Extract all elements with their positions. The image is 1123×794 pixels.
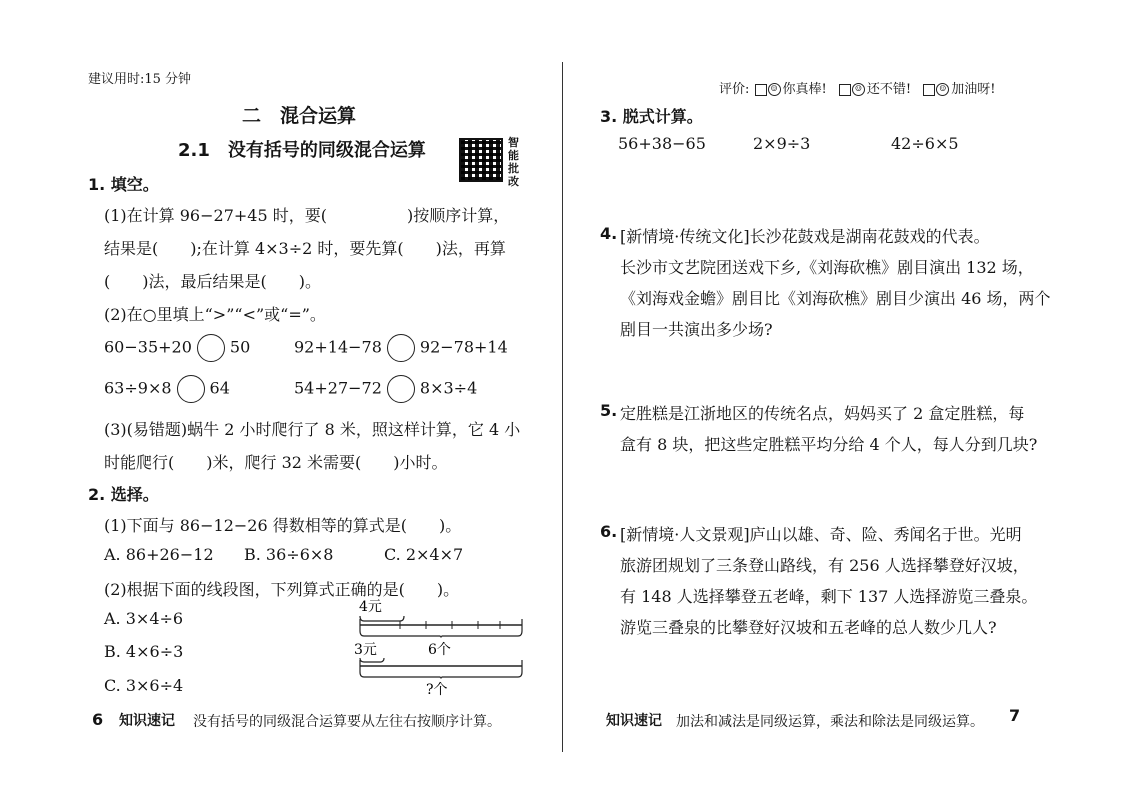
checkbox-icon[interactable]: [839, 84, 851, 96]
qr-code-icon[interactable]: [459, 138, 503, 182]
compare-item-4: [294, 375, 477, 403]
smiley-icon: ☺: [936, 83, 949, 96]
q1-part1-line1: (1)在计算 96−27+45 时，要( )按顺序计算，: [104, 206, 510, 225]
q4-number: 4.: [600, 224, 618, 243]
right-footer-tag: 知识速记: [606, 713, 662, 729]
right-page: [563, 0, 1123, 794]
q4-line-1: [新情境·传统文化]长沙花鼓戏是湖南花鼓戏的代表。: [620, 227, 990, 246]
checkbox-icon[interactable]: [755, 84, 767, 96]
compare-right: 92−78+14: [419, 337, 508, 357]
compare-left: 63÷9×8: [104, 378, 172, 398]
q2-option-b[interactable]: B. 36÷6×8: [244, 545, 334, 564]
q4-line-2: 长沙市文艺院团送戏下乡,《刘海砍樵》剧目演出 132 场，: [620, 258, 1034, 277]
left-page-number: 6: [92, 710, 104, 729]
right-page-number: 7: [1009, 706, 1021, 725]
line-segment-diagram: [350, 596, 530, 698]
q2-p2-option-b[interactable]: B. 4×6÷3: [104, 642, 184, 661]
checkbox-icon[interactable]: [923, 84, 935, 96]
eval-item-2: 还不错!: [866, 82, 912, 97]
smiley-icon: ☺: [852, 83, 865, 96]
q2-p2-option-a[interactable]: A. 3×4÷6: [104, 609, 184, 628]
compare-item-3: [104, 375, 230, 403]
q1-part2-intro: (2)在○里填上“>”“<”或“=”。: [104, 305, 326, 324]
q5-line-1: 定胜糕是江浙地区的传统名点，妈妈买了 2 盒定胜糕，每: [620, 404, 1025, 423]
eval-item-3: 加油呀!: [951, 82, 996, 97]
q1-part1-line3: ( )法，最后结果是( )。: [104, 272, 321, 291]
q4-line-4: 剧目一共演出多少场?: [620, 320, 773, 339]
q1-part1-line2: 结果是( );在计算 4×3÷2 时，要先算( )法，再算: [104, 239, 506, 258]
compare-item-2: [294, 334, 508, 362]
q6-line-1: [新情境·人文景观]庐山以雄、奇、险、秀闻名于世。光明: [620, 525, 1022, 544]
compare-right: 50: [229, 337, 251, 357]
eval-item-1: 你真棒!: [782, 82, 827, 97]
q3-expr-3: 42÷6×5: [891, 134, 959, 153]
q3-expr-2: 2×9÷3: [753, 134, 811, 153]
q2-title: 2. 选择。: [88, 485, 159, 504]
left-footer-tag: 知识速记: [119, 713, 175, 729]
q1-part3-line1: (3)(易错题)蜗牛 2 小时爬行了 8 米，照这样计算，它 4 小: [104, 420, 521, 439]
diagram-question-label: ?个: [426, 682, 448, 698]
compare-right: 64: [209, 378, 230, 398]
q3-expr-1: 56+38−65: [618, 134, 706, 153]
q1-part3-line2: 时能爬行( )米，爬行 32 米需要( )小时。: [104, 453, 448, 472]
right-footer-text: 加法和减法是同级运算，乘法和除法是同级运算。: [676, 714, 984, 730]
compare-right: 8×3÷4: [419, 378, 478, 398]
compare-left: 54+27−72: [294, 378, 382, 398]
evaluation-bar: [719, 78, 996, 97]
diagram-top-label: 4元: [359, 599, 382, 615]
smiley-icon: ☺: [768, 83, 781, 96]
answer-circle[interactable]: [387, 334, 415, 362]
q2-part1: (1)下面与 86−12−26 得数相等的算式是( )。: [104, 516, 462, 535]
q4-line-3: 《刘海戏金蟾》剧目比《刘海砍樵》剧目少演出 46 场，两个: [620, 289, 1051, 308]
qr-label: 智能批改: [508, 136, 519, 188]
suggested-time: 建议用时:15 分钟: [88, 72, 192, 87]
eval-prefix: 评价:: [719, 82, 750, 97]
q2-p2-option-c[interactable]: C. 3×6÷4: [104, 676, 184, 695]
q2-option-c[interactable]: C. 2×4×7: [384, 545, 464, 564]
q2-part2: (2)根据下面的线段图，下列算式正确的是( )。: [104, 580, 460, 599]
chapter-title: 二 混合运算: [242, 105, 357, 127]
q1-title: 1. 填空。: [88, 175, 159, 194]
answer-circle[interactable]: [387, 375, 415, 403]
compare-item-1: [104, 334, 250, 362]
q6-line-4: 游览三叠泉的比攀登好汉坡和五老峰的总人数少几人?: [620, 618, 997, 637]
q6-line-2: 旅游团规划了三条登山路线，有 256 人选择攀登好汉坡，: [620, 556, 1029, 575]
q6-number: 6.: [600, 522, 618, 541]
q5-number: 5.: [600, 401, 618, 420]
compare-left: 92+14−78: [294, 337, 382, 357]
section-title: 2.1 没有括号的同级混合运算: [178, 140, 426, 161]
q2-option-a[interactable]: A. 86+26−12: [104, 545, 214, 564]
diagram-seg-label: 3元: [354, 642, 377, 658]
answer-circle[interactable]: [197, 334, 225, 362]
q6-line-3: 有 148 人选择攀登五老峰，剩下 137 人选择游览三叠泉。: [620, 587, 1038, 606]
compare-left: 60−35+20: [104, 337, 192, 357]
q5-line-2: 盒有 8 块，把这些定胜糕平均分给 4 个人，每人分到几块?: [620, 435, 1038, 454]
diagram-count-label: 6个: [428, 642, 451, 658]
answer-circle[interactable]: [177, 375, 205, 403]
q3-title: 3. 脱式计算。: [600, 107, 703, 126]
left-footer-text: 没有括号的同级混合运算要从左往右按顺序计算。: [193, 714, 501, 730]
